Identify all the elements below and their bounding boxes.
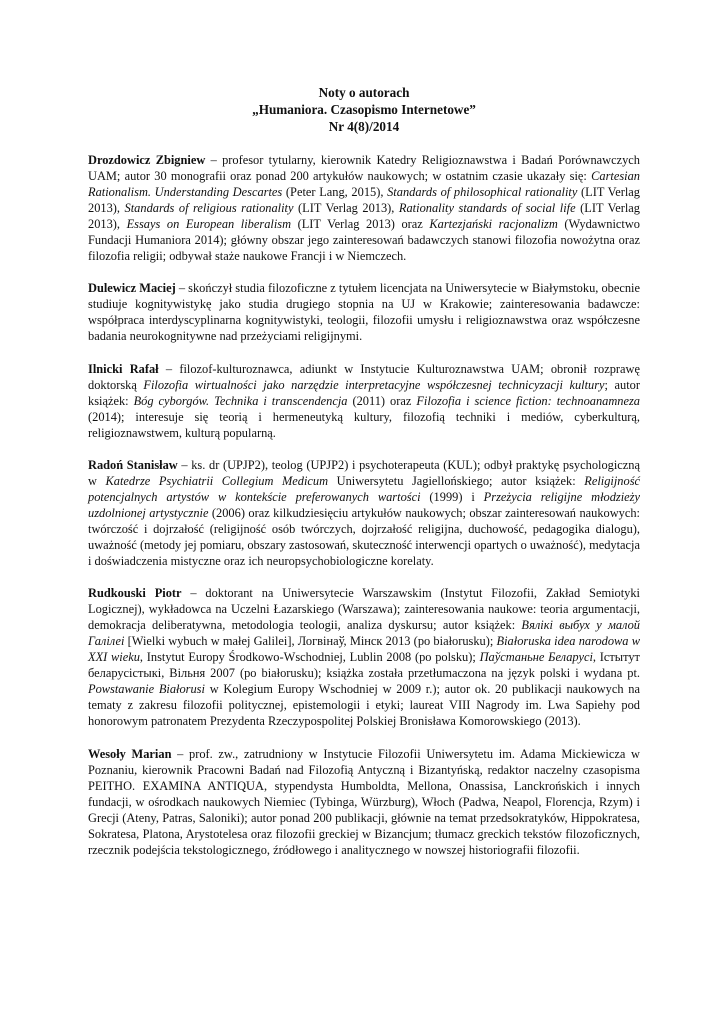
note-text: (2014); interesuje się teorią i hermeneutyką kultury, filozofią techniki i mediów, cyberkulturą, religioznawstwem, kulturą popularną.	[88, 409, 640, 440]
note-text: – filozof-kulturoznawca, adiunkt w Instytucie Kulturoznawstwa UAM; obronił rozprawę doktorską	[88, 361, 641, 392]
author-name: Wesoły Marian	[88, 746, 172, 761]
author-name: Drozdowicz Zbigniew	[88, 153, 206, 167]
note-text: – skończył studia filozoficzne z tytułem licencjata na Uniwersytecie w Białymstoku, obecnie studiuje kognitywistykę jako studia drugiego stopnia na UJ w Krakowie; zainteresowania badawcze: współpraca interdyscyplinarna kognitywistyki, teologii, filozofii umysłu i religioznawstwa oraz współczesne badania neurokognitywne nad przeżyciami religijnymi.	[88, 281, 641, 344]
page-title: Noty o autorach	[318, 85, 410, 100]
italic-title: Standards of religious rationality	[124, 201, 294, 216]
italic-title: Filozofia wirtualności jako narzędzie interpretacyjne współczesnej technicyzacji kultury	[143, 377, 605, 392]
note-text: (LIT Verlag 2013),	[88, 201, 640, 232]
author-name: Dulewicz Maciej	[88, 281, 176, 296]
author-note	[88, 280, 640, 344]
note-text: (1999) i	[420, 489, 484, 504]
note-text: , Instytut Europy Środkowo-Wschodniej, Lublin 2008 (po polsku);	[139, 650, 480, 665]
note-text: (Wydawnictwo Fundacji Humaniora 2014); główny obszar jego zainteresowań badawczych stanowi filozofia nowożytna oraz filozofia religii; odbywał staże naukowe Francji i w Niemczech.	[88, 217, 640, 264]
note-text: (2006) oraz kilkudziesięciu artykułów naukowych; obszar zainteresowań naukowych: twórczość i dojrzałość (religijność osób twórczych, dojrzałość religijna, duchowość, pedagogika dialogu), uważność (metody jej pomiaru, obszary zastosowań, skuteczność interwencji opartych o uważność), medytacja i doświadczenia mistyczne oraz ich neuropsychobiologiczne korelaty.	[88, 505, 640, 569]
author-name: Ilnicki Rafał	[88, 361, 159, 376]
note-text: [Wielki wybuch w małej Galilei], Логвінаў, Мінск 2013 (po białorusku);	[124, 634, 497, 649]
note-text: – prof. zw., zatrudniony w Instytucie Filozofii Uniwersytetu im. Adama Mickiewicza w Poznaniu, kierownik Pracowni Badań nad Filozofią Antyczną i Bizantyńską, redaktor naczelny czasopisma PEITHO. EXAMINA ANTIQUA, stypendysta Humboldta, Mellona, Onassisa, Lanckrońskich i innych fundacji, w ośrodkach naukowych Niemiec (Tybinga, Würzburg), Włoch (Padwa, Neapol, Florencja, Rzym) i Grecji (Ateny, Patras, Saloniki); autor ponad 200 publikacji, głównie na temat przedsokratyków, Hippokratesa, Sokratesa, Platona, Arystotelesa oraz filozofii greckiej w Bizancjum; tłumacz greckich tekstów filozoficznych, rzecznik podejścia tekstologicznego, źródłowego i analitycznego w nowszej historiografii filozofii.	[88, 746, 640, 857]
author-note	[88, 152, 640, 264]
italic-title: Standards of philosophical rationality	[387, 185, 578, 200]
italic-title: Bóg cyborgów. Technika i transcendencja	[133, 393, 348, 408]
italic-title: Białoruska idea narodowa w XXI wieku	[88, 634, 640, 665]
document-header	[88, 84, 640, 135]
author-note	[88, 457, 640, 569]
note-text: – profesor tytularny, kierownik Katedry Religioznawstwa i Badań Porównawczych UAM; autor 30 monografii oraz ponad 200 artykułów naukowych; w ostatnim czasie ukazały się:	[88, 153, 640, 184]
author-notes-list	[88, 152, 640, 858]
document-page	[88, 84, 640, 874]
italic-title: Powstawanie Białorusi	[88, 682, 205, 697]
note-text: (LIT Verlag 2013),	[293, 201, 399, 216]
author-note	[88, 746, 640, 858]
italic-title: Kartezjański racjonalizm	[429, 217, 558, 232]
note-text: (Peter Lang, 2015),	[282, 185, 388, 200]
author-name: Radoń Stanisław	[88, 457, 178, 472]
issue-number: Nr 4(8)/2014	[328, 119, 400, 134]
italic-title: Вялікі выбух у малой Галілеі	[88, 618, 641, 649]
author-note	[88, 585, 640, 729]
note-text: (2011) oraz	[347, 393, 417, 408]
note-text: w Kolegium Europy Wschodniej w 2009 r.); autor ok. 20 publikacji naukowych na tematy z zakresu filozofii politycznej, epistemologii i etyki; laureat VIII Nagrody im. Lwa Sapiehy pod honorowym patronatem Prezydenta Rzeczypospolitej Polskiej Bronisława Komorowskiego (2013).	[88, 682, 641, 729]
italic-title: Паўстаньне Беларусі	[479, 650, 593, 665]
italic-title: Cartesian Rationalism. Understanding Descartes	[88, 169, 640, 200]
note-text: (LIT Verlag 2013) oraz	[291, 217, 430, 232]
italic-title: Przeżycia religijne młodzieży uzdolnionej artystycznie	[88, 489, 640, 520]
note-text: (LIT Verlag 2013),	[88, 185, 640, 216]
note-text: Uniwersytetu Jagiellońskiego; autor książek:	[328, 473, 585, 488]
author-name: Rudkouski Piotr	[88, 586, 182, 601]
author-note	[88, 361, 640, 441]
note-text: – ks. dr (UPJP2), teolog (UPJP2) i psychoterapeuta (KUL); odbył praktykę psychologiczną w	[88, 457, 640, 488]
italic-title: Filozofia i science fiction: technoanamneza	[416, 393, 641, 408]
italic-title: Religijność potencjalnych artystów w kontekście preferowanych wartości	[88, 473, 641, 504]
italic-title: Katedrze Psychiatrii Collegium Medicum	[105, 473, 329, 488]
journal-title: „Humaniora. Czasopismo Internetowe”	[252, 102, 476, 117]
note-text: ; autor książek:	[88, 377, 641, 408]
note-text: – doktorant na Uniwersytecie Warszawskim (Instytut Filozofii, Zakład Semiotyki Logicznej), wykładowca na Uczelni Łazarskiego (Warszawa); zainteresowania naukowe: teoria argumentacji, demokracja deliberatywna, metodologia teologii, analiza dyskursu; autor książek:	[88, 586, 640, 633]
note-text: , Істытут беларусістыкі, Вільня 2007 (po białorusku); książka została przetłumaczona na język polski i wydana pt.	[88, 650, 640, 681]
italic-title: Essays on European liberalism	[126, 217, 292, 232]
italic-title: Rationality standards of social life	[398, 201, 576, 216]
